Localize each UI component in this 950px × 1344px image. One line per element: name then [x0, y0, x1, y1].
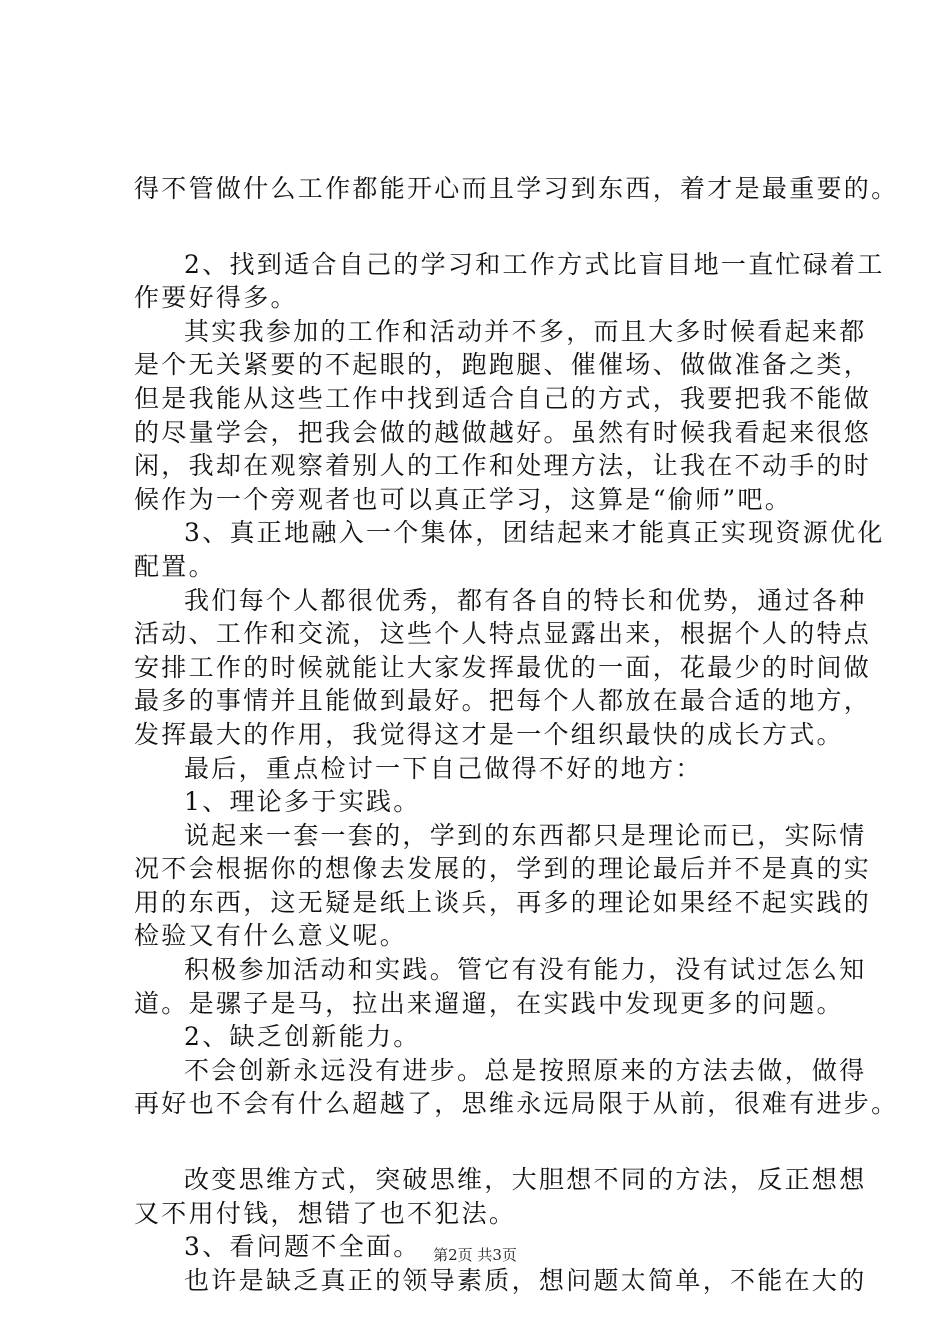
- list-item-heading: 1、理论多于实践。: [184, 787, 421, 817]
- text-line: 最后，重点检讨一下自己做得不好的地方：: [184, 753, 703, 783]
- document-body: [134, 172, 899, 1297]
- list-item-heading: 2、缺乏创新能力。: [184, 1022, 421, 1052]
- text-line: 道。是骡子是马，拉出来遛遛，在实践中发现更多的问题。: [134, 988, 844, 1018]
- text-line: 又不用付钱，想错了也不犯法。: [134, 1198, 517, 1228]
- text-line: 也许是缺乏真正的领导素质，想问题太简单，不能在大的: [184, 1265, 867, 1295]
- text-line: 不会创新永远没有进步。总是按照原来的方法去做，做得: [184, 1055, 867, 1085]
- text-line: 再好也不会有什么超越了，思维永远局限于从前，很难有进步。: [134, 1089, 899, 1119]
- text-line: 的尽量学会，把我会做的越做越好。虽然有时候我看起来很悠: [134, 417, 872, 447]
- text-line: 最多的事情并且能做到最好。把每个人都放在最合适的地方，: [134, 686, 872, 716]
- text-line: 其实我参加的工作和活动并不多，而且大多时候看起来都: [184, 316, 867, 346]
- text-line: 闲，我却在观察着别人的工作和处理方法，让我在不动手的时: [134, 451, 872, 481]
- text-line: 用的东西，这无疑是纸上谈兵，再多的理论如果经不起实践的: [134, 887, 872, 917]
- text-line: 改变思维方式，突破思维，大胆想不同的方法，反正想想: [184, 1165, 867, 1195]
- text-line: 但是我能从这些工作中找到适合自己的方式，我要把我不能做: [134, 383, 872, 413]
- paragraph-gap: [134, 206, 824, 248]
- text-line: 检验又有什么意义呢。: [134, 921, 408, 951]
- list-item-heading: 3、看问题不全面。: [184, 1232, 421, 1262]
- text-line: 说起来一套一套的，学到的东西都只是理论而已，实际情: [184, 820, 867, 850]
- text-line: 我们每个人都很优秀，都有各自的特长和优势，通过各种: [184, 585, 867, 615]
- text-line: 作要好得多。: [134, 283, 298, 313]
- text-line: 活动、工作和交流，这些个人特点显露出来，根据个人的特点: [134, 619, 872, 649]
- text-line: 候作为一个旁观者也可以真正学习，这算是“偷师”吧。: [134, 484, 793, 514]
- text-line: 是个无关紧要的不起眼的，跑跑腿、催催场、做做准备之类，: [134, 350, 872, 380]
- paragraph-gap: [134, 1121, 824, 1163]
- text-line: 得不管做什么工作都能开心而且学习到东西，着才是最重要的。: [134, 174, 899, 203]
- page-number-footer: 第2页 共3页: [433, 1246, 517, 1264]
- text-line: 况不会根据你的想像去发展的，学到的理论最后并不是真的实: [134, 854, 872, 884]
- text-line: 发挥最大的作用，我觉得这才是一个组织最快的成长方式。: [134, 719, 844, 749]
- text-line: 配置。: [134, 551, 216, 581]
- list-item-heading: 3、真正地融入一个集体，团结起来才能真正实现资源优化: [184, 518, 885, 548]
- text-line: 安排工作的时候就能让大家发挥最优的一面，花最少的时间做: [134, 652, 872, 682]
- list-item-heading: 2、找到适合自己的学习和工作方式比盲目地一直忙碌着工: [184, 249, 885, 279]
- text-line: 积极参加活动和实践。管它有没有能力，没有试过怎么知: [184, 955, 867, 985]
